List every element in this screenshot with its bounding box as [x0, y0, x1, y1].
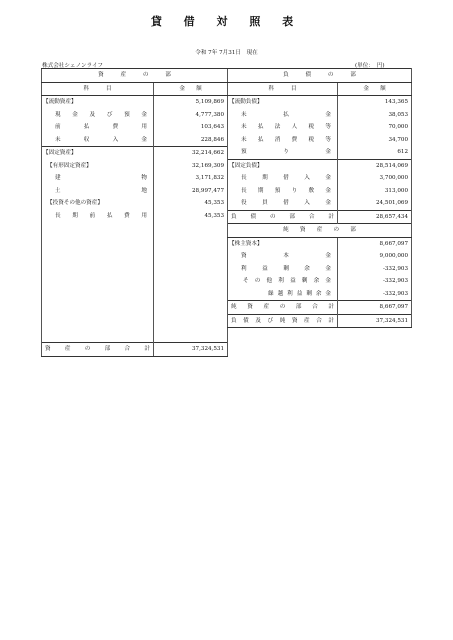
assets-row [42, 160, 228, 173]
assets-header: 資 産 の 部 [42, 69, 228, 83]
liabilities-row-amount: 143,365 [338, 96, 412, 109]
assets-row [42, 197, 228, 210]
liabilities-row-label: 未払消費税等 [228, 134, 338, 147]
liabilities-row-amount: 612 [338, 146, 412, 159]
liabilities-total-amount: 28,657,434 [338, 210, 412, 224]
assets-row-amount: 4,777,380 [154, 109, 228, 122]
assets-row-label: 長期前払費用 [42, 210, 154, 223]
assets-row-label: 【流動資産】 [42, 96, 154, 109]
assets-row-amount: 28,997,477 [154, 185, 228, 198]
grand-total-label: 負債及び純資産合計 [228, 314, 338, 328]
net-assets-row [228, 275, 412, 288]
assets-row-amount: 103,643 [154, 121, 228, 134]
net-assets-header: 純 資 産 の 部 [228, 224, 412, 238]
assets-row [42, 109, 228, 122]
net-assets-total-amount: 8,667,097 [338, 301, 412, 315]
assets-row [42, 172, 228, 185]
liabilities-row [228, 121, 412, 134]
liabilities-header: 負 債 の 部 [228, 69, 412, 83]
assets-row [42, 147, 228, 160]
assets-row-amount: 45,353 [154, 210, 228, 223]
liabilities-row-amount: 38,053 [338, 109, 412, 122]
assets-row-label: 現金及び預金 [42, 109, 154, 122]
net-assets-row [228, 288, 412, 301]
assets-row-label: 前払費用 [42, 121, 154, 134]
liabilities-row-amount: 3,700,000 [338, 172, 412, 185]
liabilities-row-amount: 313,000 [338, 185, 412, 198]
liabilities-col-item: 科 目 [228, 82, 338, 96]
assets-row [42, 185, 228, 198]
assets-row-amount: 5,109,869 [154, 96, 228, 109]
assets-row-amount: 3,171,832 [154, 172, 228, 185]
assets-row-label: 【投資その他の資産】 [42, 197, 154, 210]
assets-row [42, 210, 228, 223]
net-assets-row-amount: -332,903 [338, 263, 412, 276]
assets-row-label: 建物 [42, 172, 154, 185]
report-date: 令和 7年 7月31日 現在 [195, 50, 258, 56]
liabilities-row-label: 未払金 [228, 109, 338, 122]
liabilities-row-label: 【固定負債】 [228, 159, 338, 172]
liabilities-row [228, 134, 412, 147]
liabilities-row [228, 159, 412, 172]
net-assets-row-amount: 9,000,000 [338, 250, 412, 263]
liabilities-row-amount: 70,000 [338, 121, 412, 134]
net-assets-row-label: 【株主資本】 [228, 237, 338, 250]
liabilities-row [228, 146, 412, 159]
assets-section [41, 68, 227, 357]
liabilities-row-label: 未払法人税等 [228, 121, 338, 134]
liabilities-row-label: 長期預り敷金 [228, 185, 338, 198]
assets-row-label: 未収入金 [42, 134, 154, 147]
liabilities-row-label: 長期借入金 [228, 172, 338, 185]
net-assets-row-label: 利益剰余金 [228, 263, 338, 276]
liabilities-row-amount: 28,514,069 [338, 159, 412, 172]
unit-label: (単位： 円) [355, 63, 385, 69]
liabilities-row-label: 【流動負債】 [228, 96, 338, 109]
net-assets-row-amount: -332,903 [338, 275, 412, 288]
assets-row-amount: 32,214,662 [154, 147, 228, 160]
assets-row [42, 96, 228, 109]
net-assets-total-label: 純資産の部合計 [228, 301, 338, 315]
assets-row-label: 土地 [42, 185, 154, 198]
net-assets-row [228, 263, 412, 276]
liabilities-row-amount: 34,700 [338, 134, 412, 147]
net-assets-row [228, 237, 412, 250]
liabilities-row-amount: 24,501,069 [338, 197, 412, 210]
assets-row-amount: 228,846 [154, 134, 228, 147]
assets-row [42, 134, 228, 147]
liabilities-section [227, 68, 411, 328]
assets-total-amount: 37,324,531 [154, 343, 228, 357]
assets-row [42, 121, 228, 134]
net-assets-row [228, 250, 412, 263]
liabilities-row [228, 185, 412, 198]
assets-table [41, 68, 228, 357]
liabilities-row [228, 96, 412, 109]
assets-total-label: 資 産 の 部 合 計 [42, 343, 154, 357]
document-title: 貸 借 対 照 表 [150, 15, 303, 28]
liabilities-row [228, 109, 412, 122]
grand-total-amount: 37,324,531 [338, 314, 412, 328]
assets-row-amount: 45,353 [154, 197, 228, 210]
liabilities-table [227, 68, 412, 328]
liabilities-row-label: 預り金 [228, 146, 338, 159]
net-assets-row-amount: -332,903 [338, 288, 412, 301]
liabilities-row [228, 172, 412, 185]
assets-col-item: 科 目 [42, 82, 154, 96]
assets-row-label: 【固定資産】 [42, 147, 154, 160]
liabilities-col-amount: 金 額 [338, 82, 412, 96]
liabilities-row-label: 役員借入金 [228, 197, 338, 210]
company-name: 株式会社シェノンライフ [42, 63, 103, 69]
assets-row-label: 【有形固定資産】 [42, 160, 154, 173]
net-assets-row-label: その他利益剰余金 [228, 275, 338, 288]
net-assets-row-label: 資本金 [228, 250, 338, 263]
liabilities-total-label: 負債の部合計 [228, 210, 338, 224]
assets-row-amount: 32,169,309 [154, 160, 228, 173]
assets-col-amount: 金 額 [154, 82, 228, 96]
net-assets-row-amount: 8,667,097 [338, 237, 412, 250]
liabilities-row [228, 197, 412, 210]
net-assets-row-label: 繰越利益剰余金 [228, 288, 338, 301]
